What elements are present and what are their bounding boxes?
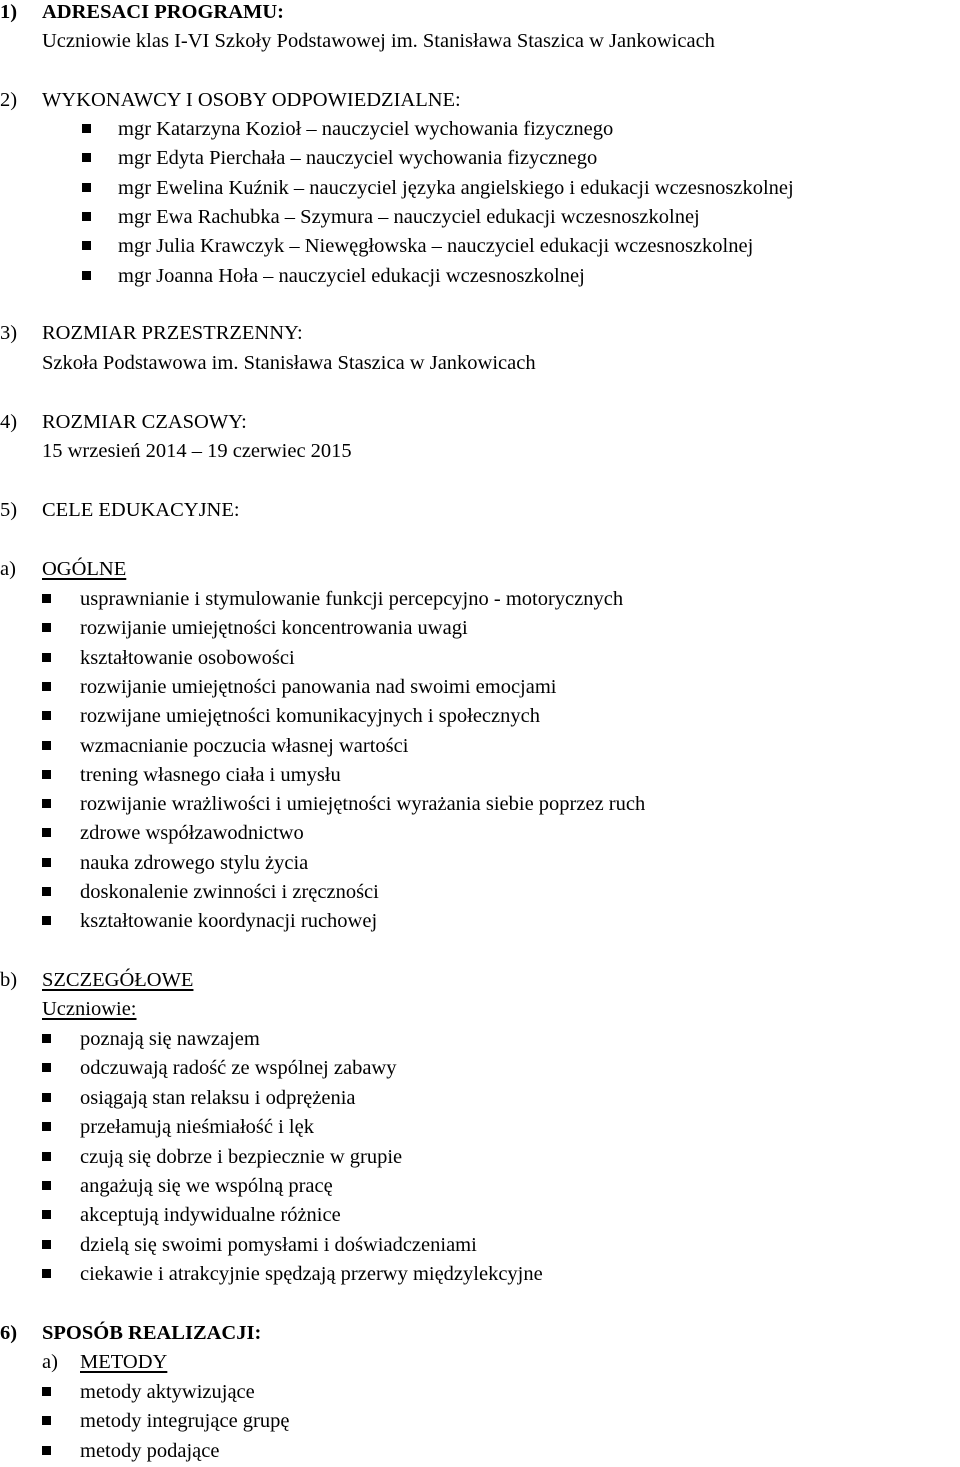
bullet-square-icon (42, 653, 51, 662)
section-5b-subheading: Uczniowie: (42, 998, 137, 1020)
bullet-square-icon (82, 124, 91, 133)
bullet-square-icon (42, 1416, 51, 1425)
bullet-square-icon (82, 183, 91, 192)
general-goal-item: zdrowe współzawodnictwo (80, 822, 304, 845)
general-goal-item: rozwijanie umiejętności koncentrowania uwagi (80, 617, 468, 640)
section-3-body: Szkoła Podstawowa im. Stanisława Staszica w Jankowicach (42, 352, 536, 374)
bullet-square-icon (42, 1240, 51, 1249)
bullet-square-icon (42, 1387, 51, 1396)
general-goal-item: kształtowanie koordynacji ruchowej (80, 910, 378, 933)
section-2-heading: 2) WYKONAWCY I OSOBY ODPOWIEDZIALNE: (0, 89, 461, 111)
section-5a-heading: a) OGÓLNE (0, 558, 127, 580)
bullet-square-icon (42, 682, 51, 691)
bullet-square-icon (42, 799, 51, 808)
general-goal-item: kształtowanie osobowości (80, 646, 295, 669)
bullet-square-icon (82, 212, 91, 221)
bullet-square-icon (42, 828, 51, 837)
bullet-square-icon (42, 916, 51, 925)
bullet-square-icon (42, 887, 51, 896)
bullet-square-icon (42, 711, 51, 720)
bullet-square-icon (42, 1269, 51, 1278)
staff-list-item: mgr Joanna Hoła – nauczyciel edukacji wczesnoszkolnej (118, 264, 585, 287)
bullet-square-icon (42, 770, 51, 779)
specific-goal-item: akceptują indywidualne różnice (80, 1204, 341, 1227)
specific-goal-item: osiągają stan relaksu i odprężenia (80, 1086, 356, 1109)
staff-list-item: mgr Ewelina Kuźnik – nauczyciel języka angielskiego i edukacji wczesnoszkolnej (118, 176, 794, 199)
bullet-square-icon (42, 1063, 51, 1072)
section-5b-heading: b) SZCZEGÓŁOWE (0, 969, 194, 991)
section-1-heading: 1) ADRESACI PROGRAMU: (0, 1, 285, 23)
bullet-square-icon (82, 153, 91, 162)
general-goal-item: doskonalenie zwinności i zręczności (80, 881, 379, 903)
specific-goal-item: ciekawie i atrakcyjnie spędzają przerwy międzylekcyjne (80, 1263, 543, 1286)
bullet-square-icon (42, 1122, 51, 1131)
section-1-body: Uczniowie klas I-VI Szkoły Podstawowej im. Stanisława Staszica w Jankowicach (42, 30, 715, 52)
general-goal-item: rozwijane umiejętności komunikacyjnych i społecznych (80, 705, 540, 728)
general-goal-item: rozwijanie wrażliwości i umiejętności wyrażania siebie poprzez ruch (80, 793, 646, 816)
bullet-square-icon (82, 271, 91, 280)
section-4-heading: 4) ROZMIAR CZASOWY: (0, 411, 247, 433)
staff-list-item: mgr Ewa Rachubka – Szymura – nauczyciel edukacji wczesnoszkolnej (118, 205, 700, 228)
bullet-square-icon (42, 594, 51, 603)
bullet-square-icon (42, 623, 51, 632)
method-item: metody aktywizujące (80, 1381, 255, 1403)
section-4-body: 15 wrzesień 2014 – 19 czerwiec 2015 (42, 440, 352, 462)
bullet-square-icon (42, 1210, 51, 1219)
section-6a-heading: a) METODY (42, 1351, 168, 1373)
bullet-square-icon (42, 1181, 51, 1190)
general-goal-item: rozwijanie umiejętności panowania nad swoimi emocjami (80, 675, 557, 698)
method-item: metody podające (80, 1439, 220, 1462)
specific-goal-item: angażują się we wspólną pracę (80, 1175, 333, 1197)
section-5-heading: 5) CELE EDUKACYJNE: (0, 499, 240, 521)
bullet-square-icon (42, 1093, 51, 1102)
specific-goal-item: przełamują nieśmiałość i lęk (80, 1116, 314, 1139)
staff-list-item: mgr Julia Krawczyk – Niewęgłowska – nauczyciel edukacji wczesnoszkolnej (118, 235, 754, 258)
bullet-square-icon (42, 741, 51, 750)
section-3-heading: 3) ROZMIAR PRZESTRZENNY: (0, 322, 303, 344)
bullet-square-icon (42, 1152, 51, 1161)
general-goal-item: usprawnianie i stymulowanie funkcji percepcyjno - motorycznych (80, 588, 624, 610)
staff-list-item: mgr Katarzyna Kozioł – nauczyciel wychowania fizycznego (118, 118, 614, 140)
bullet-square-icon (42, 1446, 51, 1455)
general-goal-item: wzmacnianie poczucia własnej wartości (80, 734, 409, 757)
method-item: metody integrujące grupę (80, 1410, 290, 1433)
general-goal-item: trening własnego ciała i umysłu (80, 763, 341, 786)
bullet-square-icon (42, 1034, 51, 1043)
specific-goal-item: czują się dobrze i bezpiecznie w grupie (80, 1145, 403, 1168)
staff-list-item: mgr Edyta Pierchała – nauczyciel wychowania fizycznego (118, 147, 598, 170)
bullet-square-icon (82, 241, 91, 250)
general-goal-item: nauka zdrowego stylu życia (80, 851, 309, 874)
specific-goal-item: poznają się nawzajem (80, 1028, 260, 1050)
section-6-heading: 6) SPOSÓB REALIZACJI: (0, 1322, 262, 1344)
specific-goal-item: odczuwają radość ze wspólnej zabawy (80, 1057, 397, 1080)
bullet-square-icon (42, 858, 51, 867)
specific-goal-item: dzielą się swoimi pomysłami i doświadczeniami (80, 1233, 477, 1256)
